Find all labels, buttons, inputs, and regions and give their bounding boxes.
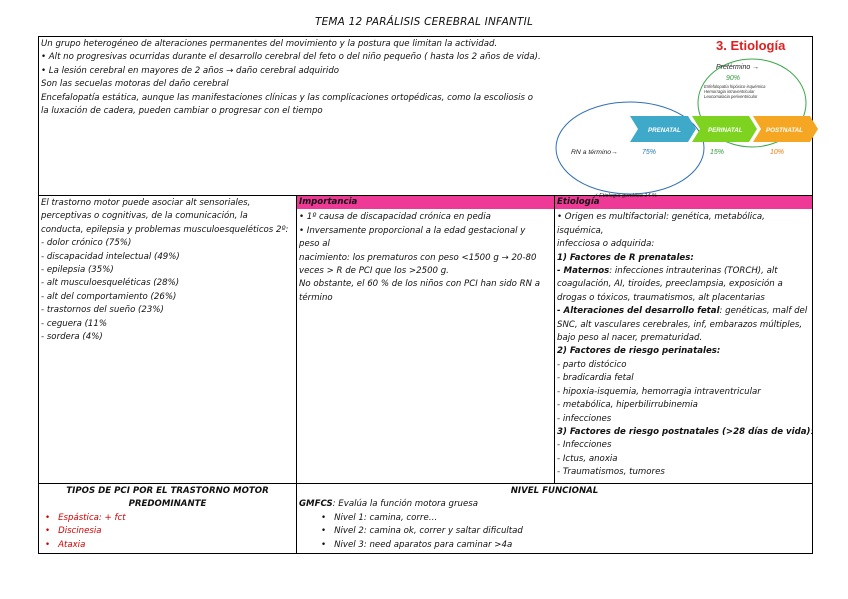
list-item: - parto distócico: [557, 359, 627, 370]
list-item: - Traumatismos, tumores: [557, 467, 665, 478]
postnatal-heading: 3) Factores de riesgo postnatales (>28 días de vida): [557, 426, 811, 437]
text-line: conducta, epilepsia y problemas musculoesqueléticos 2º:: [41, 224, 289, 235]
list-item: • Nivel 1: camina, corre…: [335, 512, 810, 525]
maternal-label: - Maternos: [557, 266, 610, 277]
functional-level-cell: [297, 484, 813, 554]
preterm-item: Enfefalopatía hipóxico-isquémica: [704, 84, 766, 89]
list-item: • Nivel 3: need aparatos para caminar >4a: [335, 539, 810, 552]
fetal-text: : genéticas, malf del: [719, 306, 808, 317]
text-line: • Origen es multifactorial: genética, metabólica,: [557, 212, 765, 223]
list-item: - Ictus, anoxia: [557, 453, 618, 464]
stage-label: PERINATAL: [708, 127, 743, 134]
text-line: infecciosa o adquirida:: [557, 239, 655, 250]
list-item: - metabólica, hiperbilirrubinemia: [557, 400, 698, 411]
gmfcs-levels: [299, 512, 810, 552]
genetic-note: ✓ Etiología genética 14 %: [593, 193, 657, 199]
text-line: SNC, alt vasculares cerebrales, inf, embarazos múltiples,: [557, 319, 803, 330]
intro-line: • Alt no progresivas ocurridas durante el desarrollo cerebral del feto o del niño pequeño ( hasta los 2 años de vida).: [41, 52, 541, 63]
list-item: - ceguera (11%: [41, 318, 108, 329]
gmfcs-text: : Evalúa la función motora gruesa: [332, 499, 479, 510]
fetal-label: - Alteraciones del desarrollo fetal: [557, 306, 720, 317]
rn-label: RN a término→: [571, 149, 618, 156]
prenatal-heading: 1) Factores de R prenatales:: [557, 252, 694, 263]
pct-prenatal: 75%: [642, 149, 657, 156]
functional-level-heading: NIVEL FUNCIONAL: [510, 486, 599, 496]
pci-types-heading-2: PREDOMINANTE: [128, 499, 207, 510]
postnatal-heading-line: [557, 426, 814, 439]
text-line: El trastorno motor puede asociar alt sensoriales,: [41, 198, 251, 208]
list-item: • Nivel 2: camina ok, correr y saltar dificultad: [335, 525, 810, 538]
text-line: perceptivas o cognitivas, de la comunicación, la: [41, 211, 248, 222]
list-item: - discapacidad intelectual (49%): [41, 251, 180, 262]
list-item: • Ataxia: [59, 539, 294, 552]
stage-label: PRENATAL: [648, 127, 681, 134]
pct-postnatal: 10%: [770, 149, 785, 156]
text-line: coagulación, AI, tiroides, preeclampsia, exposición a: [557, 279, 783, 290]
text-line: bajo peso al nacer, prematuridad.: [557, 333, 703, 344]
preterm-item: Leucomalacia periventricular: [704, 94, 758, 99]
postnatal-heading-tail: :: [810, 426, 814, 437]
list-item: - alt musculoesqueléticas (28%): [41, 278, 180, 289]
text-line: • 1º causa de discapacidad crónica en pedia: [299, 212, 491, 223]
text-line: veces > R de PCI que los >2500 g.: [299, 266, 449, 277]
list-item: - Infecciones: [557, 440, 612, 451]
list-item: - hipoxia-isquemia, hemorragia intraventricular: [557, 386, 761, 397]
preterm-pct: 90%: [726, 75, 741, 82]
page-title: TEMA 12 PARÁLISIS CEREBRAL INFANTIL: [314, 16, 534, 28]
pci-types-heading: TIPOS DE PCI POR EL TRASTORNO MOTOR: [66, 486, 269, 496]
list-item: - epilepsia (35%): [41, 265, 114, 276]
fetal-line: [557, 305, 810, 318]
intro-line: Un grupo heterogéneo de alteraciones permanentes del movimiento y la postura que limitan la actividad.: [41, 39, 498, 49]
text-line: • Inversamente proporcional a la edad gestacional y: [299, 225, 526, 236]
perinatal-heading: 2) Factores de riesgo perinatales:: [557, 346, 721, 357]
text-line: peso al: [299, 239, 330, 250]
preterm-label: Pretérmino →: [716, 64, 760, 71]
text-line: término: [299, 292, 333, 303]
list-item: - trastornos del sueño (23%): [41, 305, 164, 316]
preterm-item: Hemorragia intraventricular: [704, 89, 755, 94]
list-item: - infecciones: [557, 413, 612, 424]
list-item: - bradicardia fetal: [557, 373, 634, 384]
notes-table: [38, 36, 813, 554]
gmfcs-line: [299, 498, 810, 511]
list-item: • Espástica: + fct: [59, 512, 294, 525]
intro-cell: [39, 37, 813, 199]
term-circle: [556, 102, 704, 194]
etiology-cell: [555, 196, 813, 484]
intro-line: la luxación de cadera, pueden cambiar o progresar con el tiempo: [41, 106, 323, 117]
intro-line: Son las secuelas motoras del daño cerebral: [41, 79, 229, 90]
diagram-heading: 3. Etiología: [716, 38, 786, 53]
stage-label: POSTNATAL: [766, 127, 803, 134]
text-line: No obstante, el 60 % de los niños con PCI han sido RN a: [299, 279, 541, 290]
comorbidities-cell: [39, 196, 297, 484]
list-item: - dolor crónico (75%): [41, 238, 132, 249]
list-item: • Discinesia: [59, 525, 294, 538]
pci-types-list: [41, 512, 294, 552]
list-item: - alt del comportamiento (26%): [41, 291, 177, 302]
importance-cell: [297, 196, 555, 484]
text-line: drogas o tóxicos, traumatismos, alt placentarias: [557, 292, 765, 303]
maternal-text: : infecciones intrauterinas (TORCH), alt: [609, 266, 778, 277]
intro-line: Encefalopatía estática, aunque las manifestaciones clínicas y las complicaciones ortopédicas, como la escoliosis o: [41, 92, 533, 103]
text-line: nacimiento: los prematuros con peso <1500 g → 20-80: [299, 252, 537, 263]
text-line: isquémica,: [557, 225, 604, 236]
gmfcs-label: GMFCS: [299, 499, 333, 510]
intro-line: • La lesión cerebral en mayores de 2 años → daño cerebral adquirido: [41, 65, 340, 76]
list-item: - sordera (4%): [41, 332, 103, 343]
importance-heading: Importancia: [297, 196, 554, 209]
etiology-heading: Etiología: [555, 196, 812, 209]
intro-text: [41, 38, 561, 118]
etiology-diagram: [556, 38, 806, 198]
pct-perinatal: 15%: [710, 149, 725, 156]
pci-types-cell: [39, 484, 297, 554]
maternal-line: [557, 265, 810, 278]
